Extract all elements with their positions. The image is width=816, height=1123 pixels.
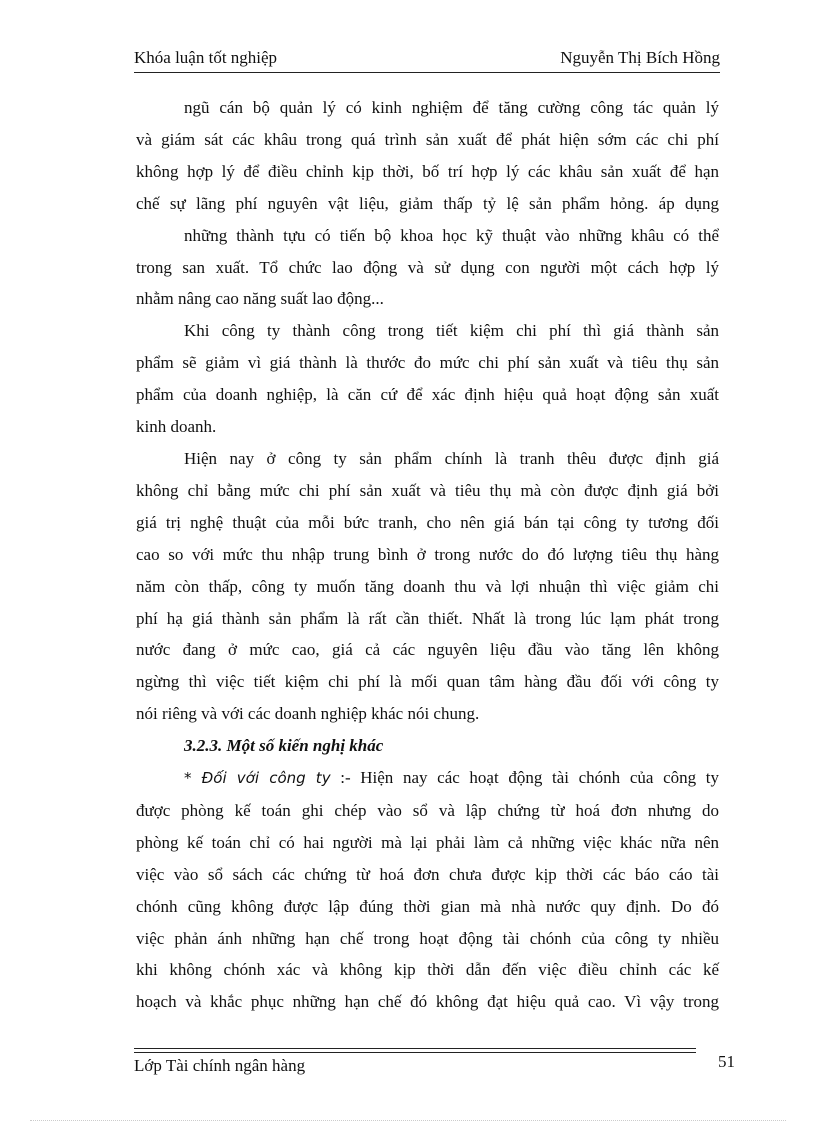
text-line: nước đang ở mức cao, giá cả các nguyên liệu đầu vào tăng lên không xyxy=(136,640,719,660)
lead-italic-phrase: * Đối với công ty xyxy=(184,769,331,788)
text-line: ngừng thì việc tiết kiệm chi phí là mối quan tâm hàng đầu đối với công ty xyxy=(136,672,719,692)
text-line: phẩm của doanh nghiệp, là căn cứ để xác định hiệu quả hoạt động sản xuất xyxy=(136,385,719,405)
text-line: kinh doanh. xyxy=(136,417,217,437)
text-line: Hiện nay ở công ty sản phẩm chính là tranh thêu được định giá xyxy=(184,448,719,468)
page-edge-dotted xyxy=(30,1120,786,1121)
paragraph-3 xyxy=(136,315,719,443)
text-line: những thành tựu có tiến bộ khoa học kỹ thuật vào những khâu có thể xyxy=(184,225,719,245)
footer-divider-thin xyxy=(134,1052,696,1053)
paragraph-4 xyxy=(136,443,719,730)
paragraph-5 xyxy=(136,762,719,1018)
text-line: cao so với mức thu nhập trung bình ở trong nước do đó lượng tiêu thụ hàng xyxy=(136,544,719,564)
lead-rest: :- Hiện nay các hoạt động tài chónh của công ty xyxy=(330,768,719,788)
paragraph-1 xyxy=(136,92,719,220)
text-line: nói riêng và với các doanh nghiệp khác nói chung. xyxy=(136,704,480,724)
text-line: Khi công ty thành công trong tiết kiệm chi phí thì giá thành sản xyxy=(184,321,719,341)
header-divider xyxy=(134,72,720,73)
page-header xyxy=(134,48,720,72)
text-line xyxy=(136,762,719,795)
document-body xyxy=(136,92,719,1018)
text-line: phòng kế toán chỉ có hai người mà lại phải làm cả những việc khác nữa nên xyxy=(136,832,719,852)
text-line: phí hạ giá thành sản phẩm là rất cần thiết. Nhất là trong lúc lạm phát trong xyxy=(136,608,719,628)
text-line: hoạch và khắc phục những hạn chế đó không đạt hiệu quả cao. Vì vậy trong xyxy=(136,992,719,1012)
header-author-name: Nguyễn Thị Bích Hồng xyxy=(560,48,720,67)
section-heading: 3.2.3. Một số kiến nghị khác xyxy=(184,736,384,756)
text-line: chế sự lãng phí nguyên vật liệu, giảm thấp tỷ lệ sản phẩm hỏng. áp dụng xyxy=(136,193,719,213)
text-line: phẩm sẽ giảm vì giá thành là thước đo mức chi phí sản xuất và tiêu thụ sản xyxy=(136,353,719,373)
text-line: năm còn thấp, công ty muốn tăng doanh thu và lợi nhuận thì việc giảm chi xyxy=(136,576,719,596)
text-line: được phòng kế toán ghi chép vào sổ và lập chứng từ hoá đơn nhưng do xyxy=(136,800,719,820)
text-line: không hợp lý để điều chỉnh kịp thời, bố trí hợp lý các khâu sản xuất để hạn xyxy=(136,161,719,181)
text-line: việc phản ánh những hạn chế trong hoạt động tài chónh của công ty nhiều xyxy=(136,928,719,948)
text-line: giá trị nghệ thuật của mỗi bức tranh, cho nên giá bán tại công ty tương đối xyxy=(136,512,719,532)
header-thesis-label: Khóa luận tốt nghiệp xyxy=(134,48,278,67)
text-line: việc vào sổ sách các chứng từ hoá đơn chưa được kịp thời các báo cáo tài xyxy=(136,864,719,884)
text-line: không chỉ bằng mức chi phí sản xuất và tiêu thụ mà còn được định giá bởi xyxy=(136,480,719,500)
text-line: trong san xuất. Tổ chức lao động và sử dụng con người một cách hợp lý xyxy=(136,257,719,277)
footer-divider xyxy=(134,1048,696,1049)
paragraph-2 xyxy=(136,220,719,316)
text-line: và giám sát các khâu trong quá trình sản xuất để phát hiện sớm các chi phí xyxy=(136,129,719,149)
footer-class-label: Lớp Tài chính ngân hàng xyxy=(134,1056,306,1075)
text-line: khi không chónh xác và không kịp thời dẫn đến việc điều chỉnh các kế xyxy=(136,960,719,980)
text-line: nhằm nâng cao năng suất lao động... xyxy=(136,289,384,309)
page-number: 51 xyxy=(718,1052,735,1071)
text-line: chónh cũng không được lập đúng thời gian mà nhà nước quy định. Do đó xyxy=(136,896,719,916)
text-line: ngũ cán bộ quản lý có kinh nghiệm để tăng cường công tác quản lý xyxy=(184,98,719,117)
